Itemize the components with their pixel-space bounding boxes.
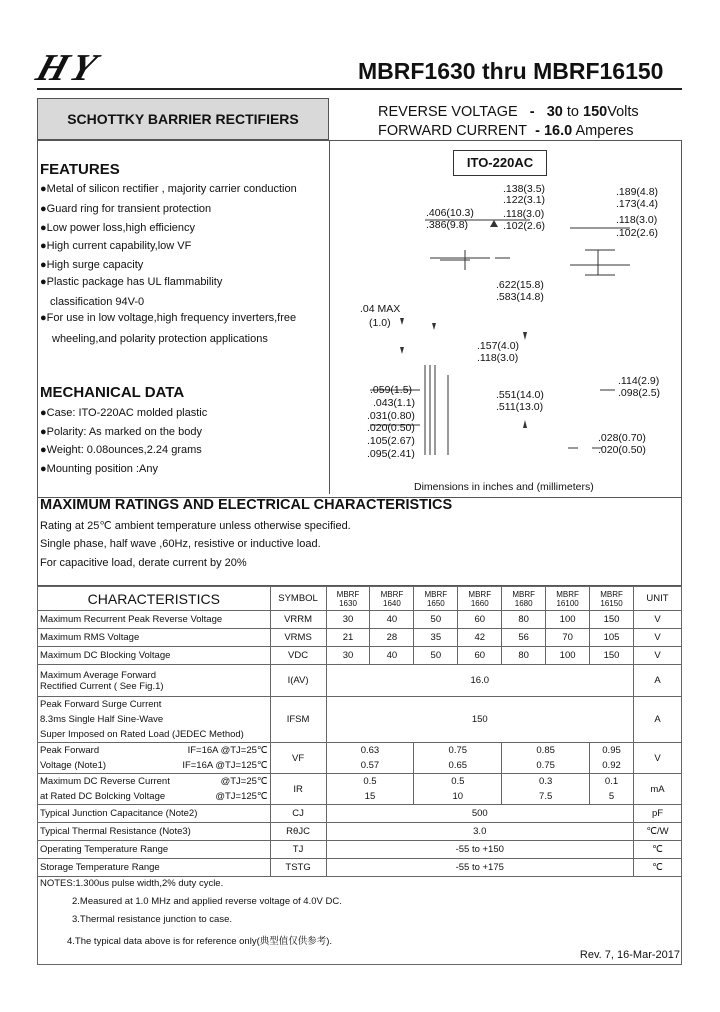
forward-current-spec: [378, 123, 633, 139]
feature-item: ●Low power loss,high efficiency: [40, 222, 196, 234]
table-row: [38, 611, 682, 629]
cell-value: 28: [370, 629, 414, 647]
cell-value: 0.1 5: [590, 774, 634, 805]
feature-item: ●High current capability,low VF: [40, 240, 192, 252]
row-symbol: TSTG: [270, 859, 326, 877]
cell-value: 0.5 10: [414, 774, 502, 805]
row-unit: V: [633, 629, 681, 647]
row-label: Maximum DC Blocking Voltage: [38, 647, 271, 665]
cell-value: 0.3 7.5: [502, 774, 590, 805]
row-unit: V: [633, 743, 681, 774]
company-logo: HY: [31, 47, 106, 89]
cell-value: 40: [370, 611, 414, 629]
row-label: Typical Junction Capacitance (Note2): [38, 805, 271, 823]
dim-label: .118(3.0): [503, 208, 545, 220]
dim-label: .118(3.0): [477, 352, 519, 364]
cell-value: 40: [370, 647, 414, 665]
dim-label: .098(2.5): [618, 387, 661, 399]
feature-item-cont: classification 94V-0: [50, 296, 145, 308]
header-part: MBRF 16100: [546, 587, 590, 611]
row-symbol: IFSM: [270, 697, 326, 743]
cell-value: 60: [458, 647, 502, 665]
reverse-voltage-unit: Volts: [607, 104, 639, 120]
row-unit: A: [633, 665, 681, 697]
header-unit: UNIT: [633, 587, 681, 611]
mechanical-item: ●Weight: 0.08ounces,2.24 grams: [40, 444, 202, 456]
dim-label: .043(1.1): [373, 397, 416, 409]
row-label: Storage Temperature Range: [38, 859, 271, 877]
cell-value: 0.95 0.92: [590, 743, 634, 774]
row-symbol: CJ: [270, 805, 326, 823]
table-row: [38, 629, 682, 647]
dim-label: .583(14.8): [496, 291, 544, 303]
cell-value: 42: [458, 629, 502, 647]
table-row: [38, 823, 682, 841]
dim-label: (1.0): [369, 317, 391, 329]
cell-value: 3.0: [326, 823, 633, 841]
cell-value: 0.63 0.57: [326, 743, 414, 774]
reverse-voltage-sep: -: [529, 104, 535, 120]
dim-label: .386(9.8): [426, 219, 469, 231]
dim-label: .028(0.70): [598, 432, 646, 444]
cell-value: 100: [546, 647, 590, 665]
cell-value: 0.75 0.65: [414, 743, 502, 774]
cell-value: 80: [502, 611, 546, 629]
rating-line: Rating at 25℃ ambient temperature unless otherwise specified.: [40, 520, 351, 532]
forward-current-sep: -: [535, 123, 540, 139]
cell-value: 70: [546, 629, 590, 647]
rating-line: Single phase, half wave ,60Hz, resistive or inductive load.: [40, 538, 321, 550]
feature-item-cont: wheeling,and polarity protection applications: [52, 333, 268, 345]
row-unit: ℃: [633, 859, 681, 877]
dim-label: .118(3.0): [616, 214, 658, 226]
cell-value: 30: [326, 611, 370, 629]
row-label: Maximum DC Reverse Current @TJ=25℃ at Rated DC Bolcking Voltage @TJ=125℃: [38, 774, 271, 805]
table-row: [38, 841, 682, 859]
header-part: MBRF 1630: [326, 587, 370, 611]
row-label: Peak Forward IF=16A @TJ=25℃ Voltage (Note1) IF=16A @TJ=125℃: [38, 743, 271, 774]
table-header-row: [38, 587, 682, 611]
row-unit: A: [633, 697, 681, 743]
cell-value: 30: [326, 647, 370, 665]
cell-value: 35: [414, 629, 458, 647]
row-unit: ℃/W: [633, 823, 681, 841]
row-symbol: VRMS: [270, 629, 326, 647]
dimensions-caption: Dimensions in inches and (millimeters): [414, 481, 594, 493]
mechanical-item: ●Mounting position :Any: [40, 463, 158, 475]
rating-line: For capacitive load, derate current by 20%: [40, 557, 247, 569]
dim-label: .622(15.8): [496, 279, 544, 291]
dim-label: .059(1.5): [370, 384, 413, 396]
header-symbol: SYMBOL: [270, 587, 326, 611]
header-part: MBRF 1660: [458, 587, 502, 611]
row-symbol: VDC: [270, 647, 326, 665]
package-name: ITO-220AC: [453, 150, 547, 176]
row-label: Maximum RMS Voltage: [38, 629, 271, 647]
table-row: [38, 743, 682, 774]
cell-value: 21: [326, 629, 370, 647]
table-row: [38, 665, 682, 697]
mechanical-item: ●Polarity: As marked on the body: [40, 426, 202, 438]
revision: Rev. 7, 16-Mar-2017: [579, 949, 680, 961]
dim-label: .122(3.1): [503, 194, 546, 206]
dim-label: .406(10.3): [426, 207, 474, 219]
dim-label: .04 MAX: [360, 303, 401, 315]
dim-label: .114(2.9): [618, 375, 660, 387]
reverse-voltage-to: to: [566, 104, 579, 120]
mechanical-heading: MECHANICAL DATA: [40, 384, 185, 401]
cell-value: 0.5 15: [326, 774, 414, 805]
header-rule: [37, 88, 682, 90]
header-part: MBRF 1640: [370, 587, 414, 611]
cell-value: 50: [414, 647, 458, 665]
feature-item: ●Guard ring for transient protection: [40, 203, 212, 215]
reverse-voltage-spec: [378, 104, 639, 120]
header-part: MBRF 16150: [590, 587, 634, 611]
note-line: 2.Measured at 1.0 MHz and applied reverse voltage of 4.0V DC.: [72, 896, 342, 907]
reverse-voltage-high: 150: [583, 104, 608, 120]
dim-label: .511(13.0): [496, 401, 544, 413]
dim-label: .095(2.41): [367, 448, 415, 460]
row-unit: V: [633, 647, 681, 665]
features-heading: FEATURES: [40, 161, 120, 178]
mechanical-item: ●Case: ITO-220AC molded plastic: [40, 407, 208, 419]
row-label: Peak Forward Surge Current 8.3ms Single Half Sine-Wave Super Imposed on Rated Load (JEDEC Method): [38, 697, 271, 743]
row-unit: V: [633, 611, 681, 629]
cell-value: -55 to +150: [326, 841, 633, 859]
row-symbol: IR: [270, 774, 326, 805]
cell-value: 105: [590, 629, 634, 647]
table-row: [38, 697, 682, 743]
row-label: Operating Temperature Range: [38, 841, 271, 859]
forward-current-value: 16.0: [543, 123, 573, 139]
dim-label: .138(3.5): [503, 183, 546, 195]
forward-current-label: FORWARD CURRENT: [378, 123, 528, 139]
cell-value: 0.85 0.75: [502, 743, 590, 774]
row-symbol: VF: [270, 743, 326, 774]
table-row: [38, 774, 682, 805]
feature-item: ●For use in low voltage,high frequency inverters,free: [40, 312, 297, 324]
reverse-voltage-label: REVERSE VOLTAGE: [378, 104, 518, 120]
feature-item: ●Metal of silicon rectifier , majority carrier conduction: [40, 183, 297, 195]
row-unit: ℃: [633, 841, 681, 859]
cell-value: 60: [458, 611, 502, 629]
table-row: [38, 805, 682, 823]
cell-value: 80: [502, 647, 546, 665]
part-title: MBRF1630 thru MBRF16150: [358, 58, 664, 84]
row-symbol: RθJC: [270, 823, 326, 841]
dim-label: .189(4.8): [616, 186, 659, 198]
header-characteristics: CHARACTERISTICS: [38, 587, 271, 611]
row-label: Maximum Recurrent Peak Reverse Voltage: [38, 611, 271, 629]
cell-value: 16.0: [326, 665, 633, 697]
cell-value: 56: [502, 629, 546, 647]
characteristics-table: [37, 586, 682, 877]
row-unit: mA: [633, 774, 681, 805]
dim-label: .551(14.0): [496, 389, 544, 401]
cell-value: 150: [326, 697, 633, 743]
row-label: Maximum Average Forward Rectified Current ( See Fig.1): [38, 665, 271, 697]
product-type-box: [37, 98, 329, 140]
feature-item: ●High surge capacity: [40, 259, 144, 271]
cell-value: 500: [326, 805, 633, 823]
dim-label: .031(0.80): [367, 410, 415, 422]
forward-current-unit: Amperes: [575, 123, 634, 139]
product-type: SCHOTTKY BARRIER RECTIFIERS: [67, 111, 299, 127]
feature-item: ●Plastic package has UL flammability: [40, 276, 223, 288]
cell-value: 150: [590, 647, 634, 665]
cell-value: 100: [546, 611, 590, 629]
ratings-heading: MAXIMUM RATINGS AND ELECTRICAL CHARACTERISTICS: [40, 497, 453, 513]
cell-value: -55 to +175: [326, 859, 633, 877]
dim-label: .105(2.67): [367, 435, 415, 447]
row-symbol: VRRM: [270, 611, 326, 629]
dim-label: .102(2.6): [503, 220, 546, 232]
row-symbol: I(AV): [270, 665, 326, 697]
dim-label: .020(0.50): [598, 444, 646, 456]
dim-label: .102(2.6): [616, 227, 659, 239]
cell-value: 50: [414, 611, 458, 629]
header-part: MBRF 1650: [414, 587, 458, 611]
reverse-voltage-low: 30: [546, 104, 563, 120]
cell-value: 150: [590, 611, 634, 629]
row-label: Typical Thermal Resistance (Note3): [38, 823, 271, 841]
note-line: 4.The typical data above is for reference only(典型值仅供参考).: [67, 936, 333, 947]
note-line: 3.Thermal resistance junction to case.: [72, 914, 232, 925]
dim-label: .020(0.50): [367, 422, 415, 434]
table-row: [38, 647, 682, 665]
dim-label: .173(4.4): [616, 198, 659, 210]
row-unit: pF: [633, 805, 681, 823]
row-symbol: TJ: [270, 841, 326, 859]
note-line: NOTES:1.300us pulse width,2% duty cycle.: [40, 878, 224, 889]
dim-label: .157(4.0): [477, 340, 520, 352]
header-part: MBRF 1680: [502, 587, 546, 611]
